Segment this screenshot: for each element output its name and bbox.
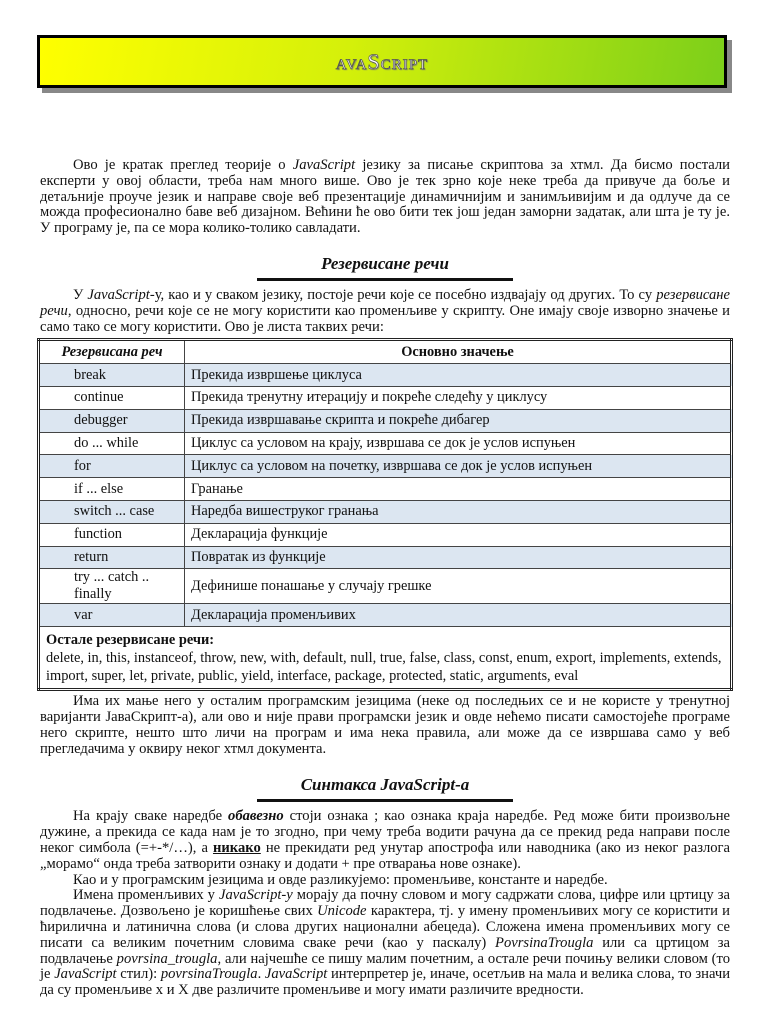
- heading-rule: [257, 799, 513, 802]
- word-meaning: Прекида извршавање скрипта и покреће дибагер: [185, 409, 732, 432]
- intro-paragraph: [40, 158, 730, 237]
- word-meaning: Декларација променљивих: [185, 604, 732, 627]
- text: морају да почну словом и могу садржати слова, цифре или цртицу за подвлачење. Дозвољено је коришћење свих: [40, 887, 730, 920]
- text: povrsina_trougla: [116, 950, 218, 967]
- table-row: [39, 604, 732, 627]
- syntax-paragraph-3: [40, 888, 730, 999]
- reserved-word: do ... while: [39, 432, 185, 455]
- table-row: [39, 364, 732, 387]
- table-row: [39, 432, 732, 455]
- word-meaning: Циклус са условом на почетку, извршава се док је услов испуњен: [185, 455, 732, 478]
- word-meaning: Дефинише понашање у случају грешке: [185, 569, 732, 604]
- text: стоји ознака ; као ознака краја наредбе. Ред може бити произвољне дужине, а прекида се када нам је то згодно, при чему треба водити рачуна да се прекид реда направи после неког симбола (=+-*/…), а: [40, 808, 730, 856]
- table-row: [39, 478, 732, 501]
- other-words-row: [39, 627, 732, 690]
- text: карактера, тј. у имену променљивих могу се користити и ћирилична и латинична слова (и слова других национални абецеда). Сложена имена променљивих могу се писати са великим почетним словима сваке речи (као у паскалу): [40, 903, 730, 951]
- text: .: [257, 966, 265, 983]
- reserved-word: if ... else: [39, 478, 185, 501]
- text: или са цртицом за подвлачење: [40, 934, 730, 967]
- word-meaning: Декларација функције: [185, 523, 732, 546]
- text: резервисане речи: [40, 286, 730, 319]
- document-body: [37, 158, 733, 1019]
- title-banner: [37, 35, 727, 88]
- text: JavaScript: [87, 286, 150, 303]
- reserved-word: try ... catch .. finally: [39, 569, 185, 604]
- text: Ово је кратак преглед теорије о: [73, 157, 293, 173]
- text: JavaScript: [292, 157, 356, 173]
- text: На крају сваке наредбе: [73, 808, 229, 825]
- word-meaning: Гранање: [185, 478, 732, 501]
- word-meaning: Циклус са условом на крају, извршава се док је услов испуњен: [185, 432, 732, 455]
- text: JavaScript: [54, 966, 117, 983]
- reserved-word: switch ... case: [39, 500, 185, 523]
- syntax-paragraph-1: [40, 809, 730, 872]
- table-row: [39, 409, 732, 432]
- reserved-intro-paragraph: [40, 288, 730, 335]
- other-words-list: delete, in, this, instanceof, throw, new, with, default, null, true, false, class, const, enum, export, implements, extends, import, super, let, private, public, yield, interface, package, protected, static, arguments, eval: [46, 650, 722, 685]
- table-row: [39, 455, 732, 478]
- text: , односно, речи које се не могу користити као променљиве у скрипту. Оне имају своје изворно значење и само тако се могу користити. Ово је листа таквих речи:: [40, 302, 730, 335]
- reserved-word: function: [39, 523, 185, 546]
- reserved-word: for: [39, 455, 185, 478]
- table-row: [39, 500, 732, 523]
- heading-rule: [257, 278, 513, 281]
- text: JavaScript: [264, 966, 328, 983]
- text: језику за писање скриптова за хтмл. Да бисмо постали експерти у овој области, треба нам много више. Ово је тек зрно које неке треба да привуче да боље и детаљније проуче језик и направе своје веб презентације динамичнијим и занимљивијим и да одлуче да се можда професионално баве веб дизајном. Већини ће ово бити тек још један заморни задатак, али шта је ту је. У програму је, па се мора колико-толико савладати.: [40, 157, 730, 237]
- table-row: [39, 523, 732, 546]
- text: У: [73, 286, 88, 303]
- other-words-label: Остале резервисане речи:: [46, 632, 215, 649]
- page-title: avaScript: [335, 48, 429, 74]
- text: стил):: [116, 966, 161, 983]
- text: povrsinaTrougla: [160, 966, 258, 983]
- table-row: [39, 569, 732, 604]
- table-row: [39, 386, 732, 409]
- text: интерпретер је, иначе, осетљив на мала и велика слова, то значи да су променљиве x и X две различите променљиве и могу имати различите вредности.: [40, 966, 731, 999]
- after-table-paragraph: Има их мање него у осталим програмским језицима (неке од последњих се и не користе у тренутној варијанти ЈаваСкрипт-а), али ово и није прави програмски језик и овде нећемо писати самостојеће програме него скрипте, нешто што личи на програм и има нека правила, али може да се извршава само у веб прегледачима у оквиру неког хтмл документа.: [40, 693, 730, 757]
- section-heading-syntax: Синтакса JavaScript-а: [300, 775, 470, 795]
- text: Имена променљивих у: [73, 887, 220, 904]
- text: не прекидати ред унутар апострофа или наводника (ако из неког разлога „морамо“ онда треба затворити ознаку и додати + пре отварања нове ознаке).: [40, 839, 731, 872]
- reserved-word: return: [39, 546, 185, 569]
- table-header-row: [39, 340, 732, 364]
- table-row: [39, 546, 732, 569]
- syntax-section-body: [40, 809, 730, 999]
- reserved-word: break: [39, 364, 185, 387]
- text: JavaScript-у: [219, 887, 293, 904]
- text: PovrsinaTrougla: [495, 934, 594, 951]
- text-emphasis: обавезно: [228, 808, 284, 825]
- text-emphasis: никако: [212, 839, 261, 856]
- word-meaning: Прекида извршење циклуса: [185, 364, 732, 387]
- other-words-cell: [39, 627, 732, 690]
- word-meaning: Наредба вишеструког гранања: [185, 500, 732, 523]
- reserved-word: var: [39, 604, 185, 627]
- reserved-word: continue: [39, 386, 185, 409]
- column-header-meaning: Основно значење: [185, 340, 732, 364]
- text: , али најчешће се пишу малим почетним, а остале речи почињу велики словом (то је: [40, 950, 730, 983]
- word-meaning: Прекида тренутну итерацију и покреће следећу у циклусу: [185, 386, 732, 409]
- column-header-word: Резервисана реч: [39, 340, 185, 364]
- text: Unicode: [317, 903, 367, 920]
- text: -у, као и у сваком језику, постоје речи које се посебно издвајају од других. То су: [149, 286, 657, 303]
- reserved-words-table: [37, 338, 733, 691]
- syntax-paragraph-2: Као и у програмским језицима и овде разликујемо: променљиве, константе и наредбе.: [73, 871, 608, 888]
- word-meaning: Повратак из функције: [185, 546, 732, 569]
- reserved-word: debugger: [39, 409, 185, 432]
- section-heading-reserved-words: Резервисане речи: [321, 253, 449, 273]
